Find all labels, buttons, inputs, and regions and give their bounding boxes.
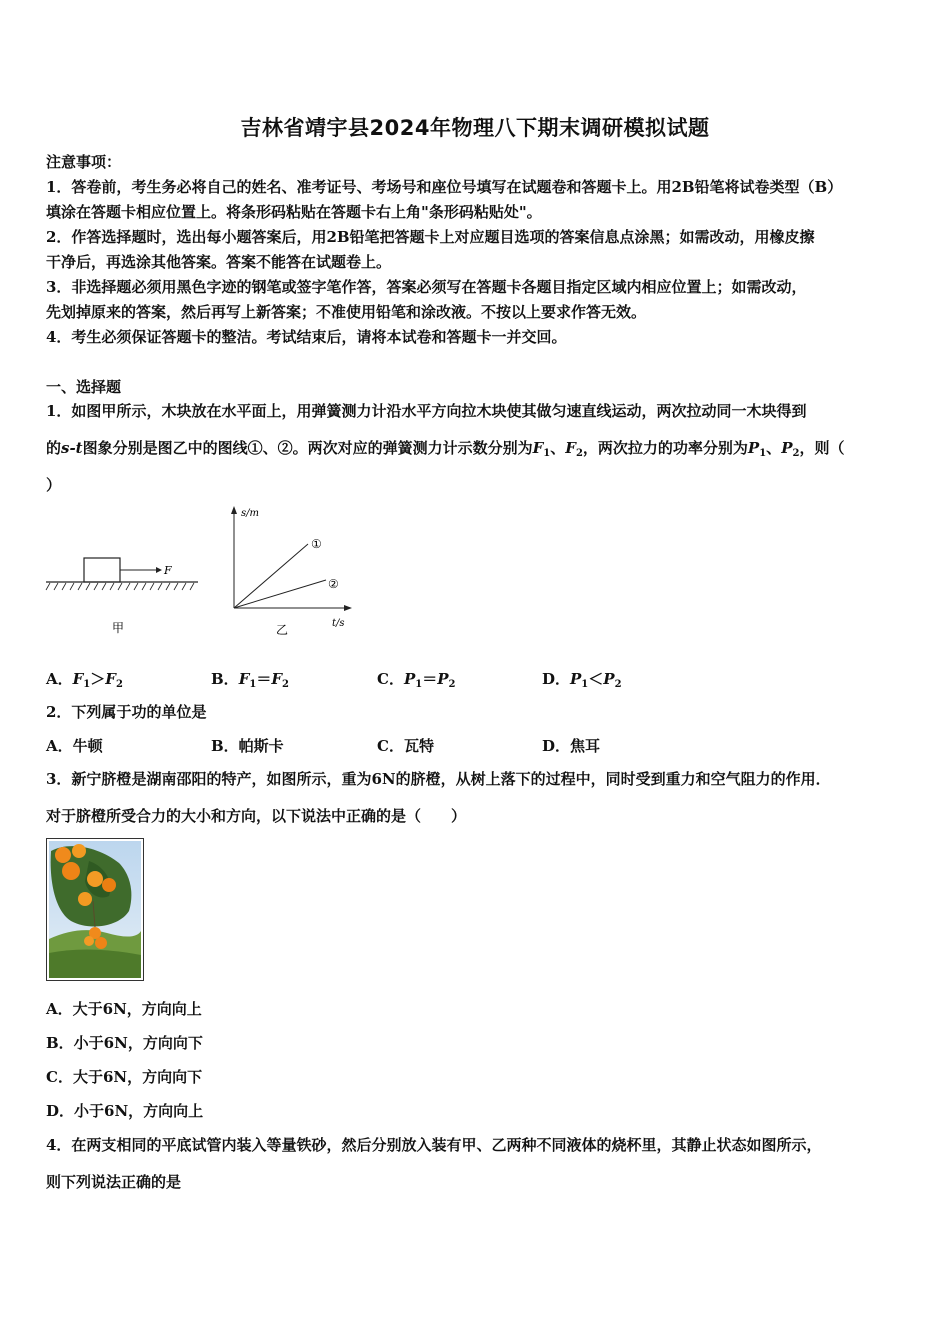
graph-line-1-label: ① bbox=[311, 537, 322, 551]
graph-line-2 bbox=[234, 580, 326, 608]
notice-line: 3．非选择题必须用黑色字迹的钢笔或签字笔作答，答案必须写在答题卡各题目指定区域内相应位置上；如需改动， bbox=[46, 278, 807, 296]
force-label: F bbox=[164, 564, 172, 577]
notice-line: 填涂在答题卡相应位置上。将条形码粘贴在答题卡右上角"条形码粘贴处"。 bbox=[46, 203, 542, 221]
q3-option-c[interactable]: C．大于6N，方向向下 bbox=[46, 1068, 203, 1086]
q4-stem-line1: 4．在两支相同的平底试管内装入等量铁砂，然后分别放入装有甲、乙两种不同液体的烧杯里，其静止状态如图所示， bbox=[46, 1136, 822, 1154]
q3-stem-line2: 对于脐橙所受合力的大小和方向，以下说法中正确的是（ ） bbox=[46, 807, 467, 825]
q1-option-d[interactable]: D．$P_1<P_2$ bbox=[542, 670, 622, 690]
section-heading: 一、选择题 bbox=[46, 378, 122, 396]
notice-line: 干净后，再选涂其他答案。答案不能答在试题卷上。 bbox=[46, 253, 392, 271]
orange-tree-photo bbox=[46, 838, 144, 981]
q3-stem-line1: 3．新宁脐橙是湖南邵阳的特产，如图所示，重为6N的脐橙，从树上落下的过程中，同时受到重力和空气阻力的作用． bbox=[46, 770, 831, 788]
figure-yi bbox=[218, 502, 358, 638]
q4-stem-line2: 则下列说法正确的是 bbox=[46, 1173, 182, 1191]
q2-option-d[interactable]: D．焦耳 bbox=[542, 737, 601, 755]
notice-heading: 注意事项： bbox=[46, 153, 122, 171]
q1-stem-line2: 的s-t图象分别是图乙中的图线①、②。两次对应的弹簧测力计示数分别为$F_1$、$F_2$，两次拉力的功率分别为$P_1$、$P_2$，则（ bbox=[46, 439, 845, 459]
force-arrowhead bbox=[156, 567, 162, 573]
notice-line: 2．作答选择题时，选出每小题答案后，用2B铅笔把答题卡上对应题目选项的答案信息点涂黑；如需改动，用橡皮擦 bbox=[46, 228, 815, 246]
wood-block bbox=[84, 558, 120, 582]
q2-option-b[interactable]: B．帕斯卡 bbox=[211, 737, 284, 755]
q1-stem-line3: ） bbox=[46, 476, 62, 494]
q3-option-a[interactable]: A．大于6N，方向向上 bbox=[46, 1000, 202, 1018]
ground-hatch bbox=[46, 583, 194, 590]
q1-option-c[interactable]: C．$P_1=P_2$ bbox=[377, 670, 456, 690]
q2-stem: 2．下列属于功的单位是 bbox=[46, 703, 207, 721]
figure-jia-caption: 甲 bbox=[112, 621, 125, 635]
figure-yi-caption: 乙 bbox=[276, 623, 289, 637]
x-axis-arrow bbox=[344, 605, 352, 611]
y-axis-label: s/m bbox=[241, 508, 259, 519]
q2-option-c[interactable]: C．瓦特 bbox=[377, 737, 434, 755]
q1-option-a[interactable]: A．$F_1>F_2$ bbox=[46, 670, 123, 690]
notice-line: 先划掉原来的答案，然后再写上新答案；不准使用铅笔和涂改液。不按以上要求作答无效。 bbox=[46, 303, 647, 321]
orange-illustration bbox=[49, 841, 141, 978]
x-axis-label: t/s bbox=[332, 618, 345, 629]
q1-option-b[interactable]: B．$F_1=F_2$ bbox=[211, 670, 289, 690]
q1-stem-line1: 1．如图甲所示，木块放在水平面上，用弹簧测力计沿水平方向拉木块使其做匀速直线运动，两次拉动同一木块得到 bbox=[46, 402, 807, 420]
notice-line: 4．考生必须保证答题卡的整洁。考试结束后，请将本试卷和答题卡一并交回。 bbox=[46, 328, 567, 346]
q3-option-b[interactable]: B．小于6N，方向向下 bbox=[46, 1034, 203, 1052]
graph-line-1 bbox=[234, 544, 308, 608]
figure-jia bbox=[44, 548, 204, 640]
q2-option-a[interactable]: A．牛顿 bbox=[46, 737, 103, 755]
graph-line-2-label: ② bbox=[328, 577, 339, 591]
q3-option-d[interactable]: D．小于6N，方向向上 bbox=[46, 1102, 204, 1120]
notice-line: 1．答卷前，考生务必将自己的姓名、准考证号、考场号和座位号填写在试题卷和答题卡上。用2B铅笔将试卷类型（B） bbox=[46, 178, 843, 196]
page-title: 吉林省靖宇县2024年物理八下期末调研模拟试题 bbox=[240, 116, 710, 140]
y-axis-arrow bbox=[231, 506, 237, 514]
